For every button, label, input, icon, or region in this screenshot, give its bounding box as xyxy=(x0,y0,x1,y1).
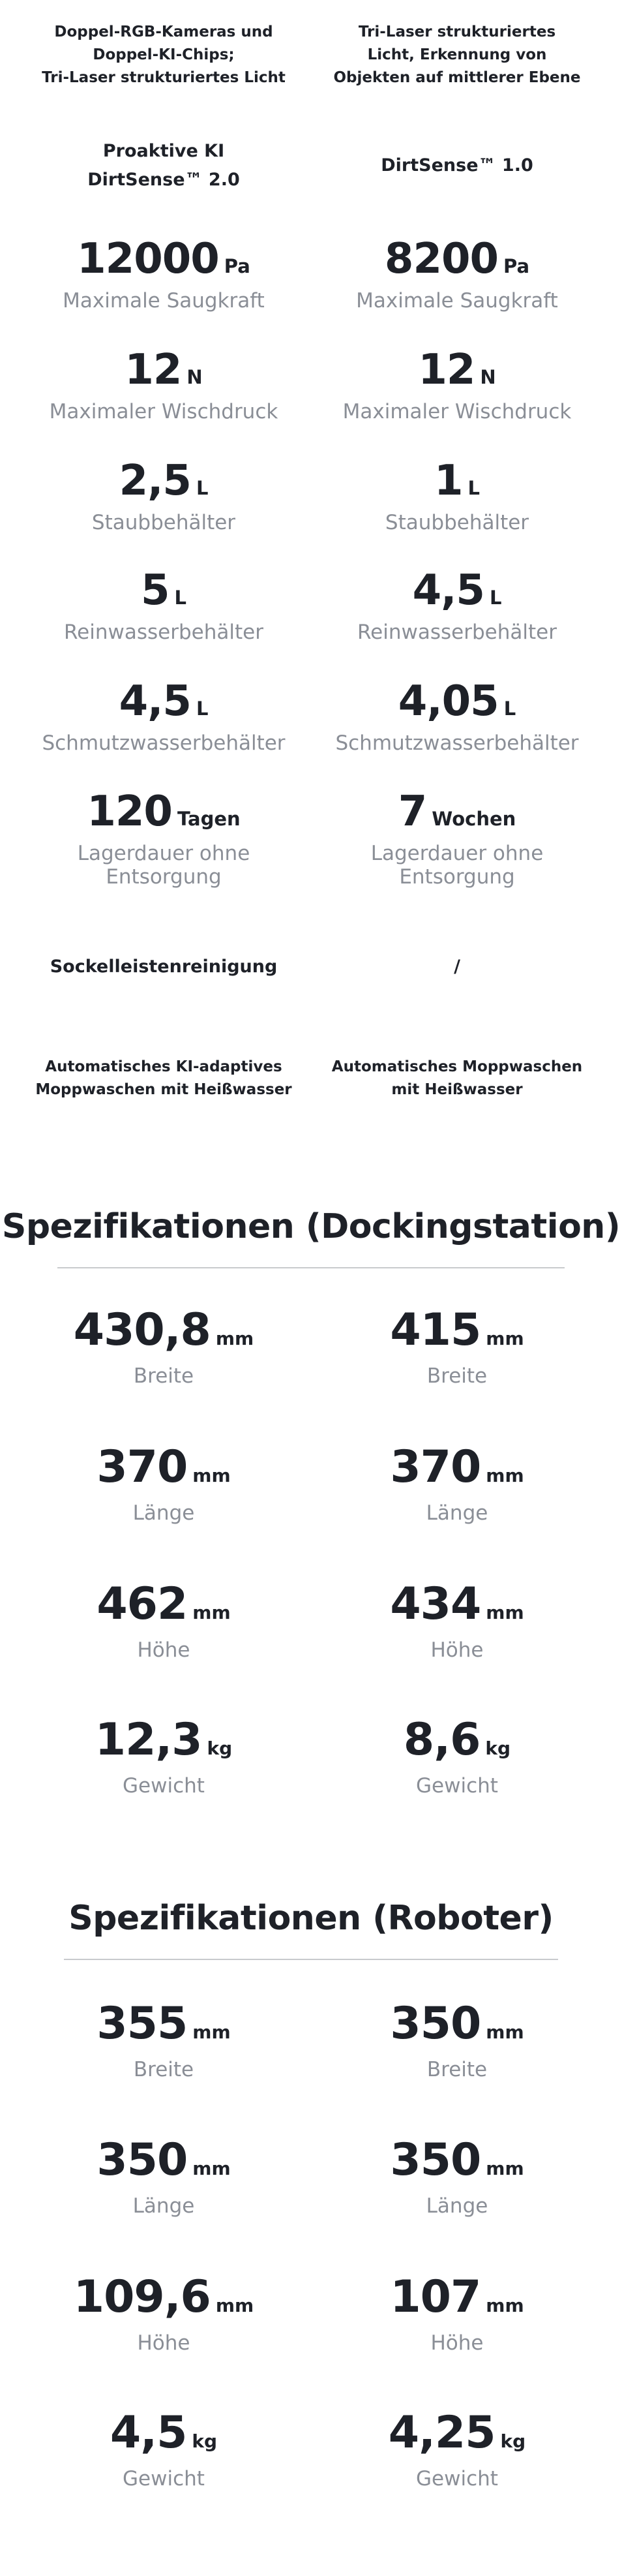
dock-width-left xyxy=(33,1304,295,1388)
spec-label: Gewicht xyxy=(416,1774,498,1798)
metric-dust-bin-right xyxy=(326,457,588,534)
metric-value: 4,5 xyxy=(119,677,191,726)
spec-value: 8,6 xyxy=(403,1714,481,1766)
metric-label: Staubbehälter xyxy=(385,511,529,534)
spec-value: 430,8 xyxy=(73,1304,211,1356)
robot-width-right xyxy=(326,1998,588,2081)
spec-unit: mm xyxy=(192,2021,231,2043)
spec-unit: mm xyxy=(486,1328,524,1349)
spec-label: Gewicht xyxy=(123,2467,205,2491)
spec-unit: mm xyxy=(486,2158,524,2179)
dock-height-right xyxy=(326,1578,588,1662)
metric-unit: L xyxy=(174,587,186,609)
spec-unit: mm xyxy=(215,2295,254,2316)
spec-value: 4,25 xyxy=(388,2407,496,2459)
spec-label: Höhe xyxy=(137,1638,190,1662)
metric-suction-right xyxy=(326,235,588,313)
feature-dirtsense-left: Proaktive KI DirtSense™ 2.0 xyxy=(87,141,240,190)
section-title-robot: Spezifikationen (Roboter) xyxy=(68,1899,554,1938)
metric-value: 2,5 xyxy=(119,457,191,505)
spec-value: 109,6 xyxy=(73,2271,211,2323)
metric-label: Lagerdauer ohne Entsorgung xyxy=(370,842,544,889)
metric-label: Maximale Saugkraft xyxy=(356,289,558,313)
metric-value: 7 xyxy=(398,788,427,836)
metric-label: Staubbehälter xyxy=(91,511,236,534)
robot-length-left xyxy=(33,2134,295,2218)
metric-unit: Tagen xyxy=(177,808,241,830)
metric-value: 120 xyxy=(87,788,172,836)
spec-label: Länge xyxy=(132,2194,195,2218)
robot-length-right xyxy=(326,2134,588,2218)
spec-value: 350 xyxy=(390,2134,481,2186)
spec-unit: kg xyxy=(192,2430,218,2452)
robot-width-left xyxy=(33,1998,295,2081)
metric-dust-bin-left xyxy=(33,457,295,534)
metric-storage-right xyxy=(326,788,588,889)
spec-label: Gewicht xyxy=(416,2467,498,2491)
spec-unit: mm xyxy=(192,1465,231,1486)
section-title-dock: Spezifikationen (Dockingstation) xyxy=(1,1207,621,1246)
robot-weight-right xyxy=(326,2407,588,2491)
spec-value: 350 xyxy=(96,2134,188,2186)
spec-label: Höhe xyxy=(430,1638,484,1662)
spec-label: Breite xyxy=(133,1364,194,1388)
spec-unit: mm xyxy=(192,1602,231,1623)
feature-camera-right: Tri-Laser strukturiertes Licht, Erkennung von Objekten auf mittlerer Ebene xyxy=(333,23,581,86)
spec-label: Länge xyxy=(132,1501,195,1525)
spec-label: Länge xyxy=(426,1501,488,1525)
metric-unit: N xyxy=(186,366,203,388)
metric-value: 12 xyxy=(418,346,475,394)
metric-value: 1 xyxy=(434,457,463,505)
spec-unit: kg xyxy=(207,1738,233,1759)
feature-baseboard-right: / xyxy=(454,957,460,977)
robot-height-left xyxy=(33,2271,295,2355)
metric-clean-water-left xyxy=(33,566,295,644)
feature-camera-left: Doppel-RGB-Kameras und Doppel-KI-Chips; Tri-Laser strukturiertes Licht xyxy=(42,23,286,86)
metric-unit: Pa xyxy=(503,255,530,277)
metric-clean-water-right xyxy=(326,566,588,644)
feature-baseboard-left: Sockelleistenreinigung xyxy=(50,957,278,977)
feature-dirtsense-right: DirtSense™ 1.0 xyxy=(381,155,533,176)
spec-unit: mm xyxy=(486,1465,524,1486)
metric-unit: L xyxy=(489,587,502,609)
spec-value: 434 xyxy=(390,1578,481,1630)
metric-unit: N xyxy=(480,366,496,388)
metric-label: Maximale Saugkraft xyxy=(63,289,265,313)
spec-label: Breite xyxy=(426,2058,488,2081)
spec-value: 370 xyxy=(390,1441,481,1493)
metric-mop-pressure-right xyxy=(326,346,588,423)
spec-label: Höhe xyxy=(137,2331,190,2355)
metric-storage-left xyxy=(33,788,295,889)
dock-weight-left xyxy=(33,1714,295,1798)
metric-label: Lagerdauer ohne Entsorgung xyxy=(77,842,250,889)
spec-value: 355 xyxy=(96,1998,188,2049)
spec-unit: mm xyxy=(192,2158,231,2179)
section-divider-robot xyxy=(64,1959,558,1960)
dock-length-left xyxy=(33,1441,295,1525)
metric-label: Schmutzwasserbehälter xyxy=(335,731,579,755)
spec-unit: mm xyxy=(486,2021,524,2043)
metric-dirty-water-left xyxy=(33,677,295,755)
metric-unit: L xyxy=(503,698,516,720)
metric-value: 4,05 xyxy=(398,677,499,726)
section-divider-dock xyxy=(57,1267,565,1268)
metric-label: Schmutzwasserbehälter xyxy=(42,731,286,755)
metric-suction-left xyxy=(33,235,295,313)
dock-width-right xyxy=(326,1304,588,1388)
metric-value: 12 xyxy=(125,346,182,394)
robot-height-right xyxy=(326,2271,588,2355)
spec-value: 462 xyxy=(96,1578,188,1630)
spec-label: Gewicht xyxy=(123,1774,205,1798)
metric-value: 12000 xyxy=(77,235,219,283)
spec-label: Breite xyxy=(426,1364,488,1388)
metric-label: Maximaler Wischdruck xyxy=(342,400,572,423)
spec-unit: mm xyxy=(215,1328,254,1349)
robot-weight-left xyxy=(33,2407,295,2491)
dock-length-right xyxy=(326,1441,588,1525)
dock-height-left xyxy=(33,1578,295,1662)
spec-unit: kg xyxy=(485,1738,511,1759)
dock-weight-right xyxy=(326,1714,588,1798)
metric-value: 8200 xyxy=(384,235,499,283)
feature-mop-wash-right: Automatisches Moppwaschen mit Heißwasser xyxy=(331,1058,583,1098)
metric-mop-pressure-left xyxy=(33,346,295,423)
spec-value: 12,3 xyxy=(95,1714,202,1766)
metric-unit: Wochen xyxy=(432,808,516,830)
spec-unit: mm xyxy=(486,2295,524,2316)
spec-value: 350 xyxy=(390,1998,481,2049)
metric-value: 5 xyxy=(140,566,170,615)
spec-label: Breite xyxy=(133,2058,194,2081)
metric-label: Maximaler Wischdruck xyxy=(49,400,278,423)
feature-mop-wash-left: Automatisches KI-adaptives Moppwaschen mit Heißwasser xyxy=(35,1058,292,1098)
metric-unit: L xyxy=(467,477,480,499)
metric-label: Reinwasserbehälter xyxy=(357,621,557,644)
spec-unit: kg xyxy=(500,2430,526,2452)
spec-value: 370 xyxy=(96,1441,188,1493)
spec-unit: mm xyxy=(486,1602,524,1623)
spec-label: Länge xyxy=(426,2194,488,2218)
metric-label: Reinwasserbehälter xyxy=(64,621,263,644)
spec-value: 415 xyxy=(390,1304,481,1356)
spec-value: 4,5 xyxy=(110,2407,187,2459)
metric-unit: L xyxy=(196,477,209,499)
metric-unit: L xyxy=(196,698,209,720)
metric-dirty-water-right xyxy=(326,677,588,755)
spec-label: Höhe xyxy=(430,2331,484,2355)
metric-value: 4,5 xyxy=(412,566,484,615)
metric-unit: Pa xyxy=(224,255,250,277)
spec-value: 107 xyxy=(390,2271,481,2323)
